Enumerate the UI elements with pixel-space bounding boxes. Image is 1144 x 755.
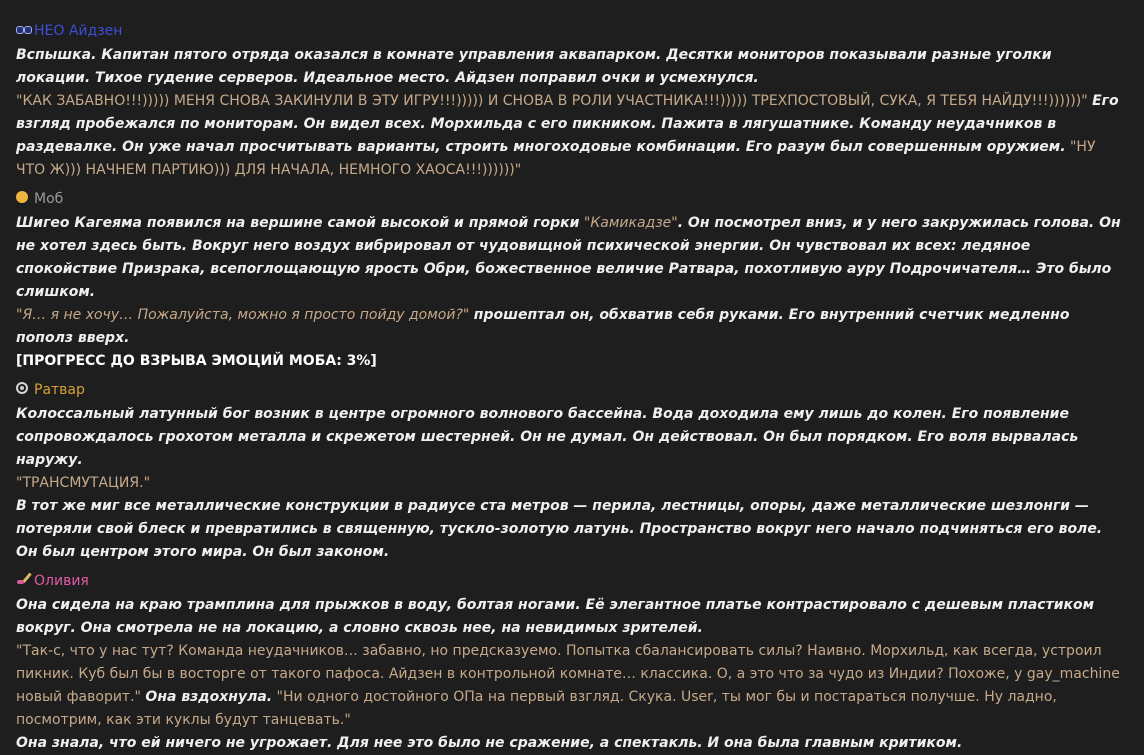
message-mob xyxy=(16,188,1128,373)
dialogue-text: "Я… я не хочу… Пожалуйста, можно я просто пойду домой?" xyxy=(16,307,470,323)
narration-text: Вспышка. Капитан пятого отряда оказался в комнате управления аквапарком. Десятки мониторов показывали разные уголки локации. Тихое гудение серверов. Идеальное место. Айдзен поправил очки и усмехнулся. xyxy=(16,47,1052,86)
paintbrush-icon xyxy=(16,570,34,593)
narration-text: прошептал он, обхватив себя руками. Его внутренний счетчик медленно пополз вверх. xyxy=(16,307,1070,346)
narration-text: Она вздохнула. xyxy=(145,689,273,705)
message-paragraph xyxy=(16,495,1128,564)
sunglasses-icon xyxy=(16,20,34,43)
message-olivia xyxy=(16,570,1128,755)
message-paragraph xyxy=(16,472,1128,495)
narration-text: Она сидела на краю трамплина для прыжков в воду, болтая ногами. Её элегантное платье контрастировало с дешевым пластиком вокруг. Она смотрела не на локацию, а словно сквозь нее, на невидимых зрителей. xyxy=(16,597,1095,636)
message-paragraph xyxy=(16,640,1128,732)
speaker-name[interactable]: Ратвар xyxy=(34,382,85,398)
message-paragraph xyxy=(16,732,1128,755)
gear-icon xyxy=(16,379,34,402)
narration-text: Его взгляд пробежался по мониторам. Он видел всех. Морхильда с его пикником. Пажита в лягушатнике. Команду неудачников в раздевалке. Он уже начал просчитывать варианты, строить многоходовые комбинации. Его разум был совершенным оружием. xyxy=(16,93,1119,155)
message-paragraph xyxy=(16,304,1128,350)
dialogue-text: "Камикадзе" xyxy=(583,215,678,231)
speaker-header xyxy=(16,379,1128,402)
speaker-header xyxy=(16,20,1128,43)
narration-text: Шигео Кагеяма появился на вершине самой высокой и прямой горки xyxy=(16,215,580,231)
message-paragraph xyxy=(16,90,1128,182)
dialogue-text: "Так-с, что у нас тут? Команда неудачников… забавно, но предсказуемо. Попытка сбалансировать силы? Наивно. Морхильд, как всегда, устроил пикник. Куб был бы в восторге от такого пафоса. Айдзен в контрольной комнате… классика. О, а это что за чудо из Индии? Похоже, у gay_machine новый фаворит." xyxy=(16,643,1120,705)
message-paragraph xyxy=(16,44,1128,90)
message-paragraph xyxy=(16,403,1128,472)
dialogue-text: "Ни одного достойного ОПа на первый взгляд. Скука. User, ты мог бы и постараться получше. Ну ладно, посмотрим, как эти куклы будут танцевать." xyxy=(16,689,1057,728)
face-icon xyxy=(16,188,34,211)
dialogue-text: "ТРАНСМУТАЦИЯ." xyxy=(16,475,151,491)
message-neo-aizen xyxy=(16,20,1128,182)
speaker-name[interactable]: Моб xyxy=(34,191,64,207)
speaker-header xyxy=(16,570,1128,593)
system-status-line: [ПРОГРЕСС ДО ВЗРЫВА ЭМОЦИЙ МОБА: 3%] xyxy=(16,353,377,369)
speaker-header xyxy=(16,188,1128,211)
narration-text: Колоссальный латунный бог возник в центре огромного волнового бассейна. Вода доходила ему лишь до колен. Его появление сопровождалось грохотом металла и скрежетом шестерней. Он не думал. Он действовал. Он был порядком. Его воля вырвалась наружу. xyxy=(16,406,1079,468)
dialogue-text: "КАК ЗАБАВНО!!!))))) МЕНЯ СНОВА ЗАКИНУЛИ В ЭТУ ИГРУ!!!))))) И СНОВА В РОЛИ УЧАСТНИКА!!!))))) ТРЕХПОСТОВЫЙ, СУКА, Я ТЕБЯ НАЙДУ!!!))))))" xyxy=(16,93,1088,109)
message-paragraph xyxy=(16,594,1128,640)
clipped-previous-message xyxy=(16,0,1128,14)
dialogue-text: "НУ ЧТО Ж))) НАЧНЕМ ПАРТИЮ))) ДЛЯ НАЧАЛА, НЕМНОГО ХАОСА!!!))))))" xyxy=(16,139,1096,178)
message-ratvar xyxy=(16,379,1128,564)
narration-text: Она знала, что ей ничего не угрожает. Для нее это было не сражение, а спектакль. И она была главным критиком. xyxy=(16,735,963,751)
speaker-name[interactable]: Оливия xyxy=(34,573,89,589)
speaker-name[interactable]: НЕО Айдзен xyxy=(34,23,123,39)
narration-text: . Он посмотрел вниз, и у него закружилась голова. Он не хотел здесь быть. Вокруг него воздух вибрировал от чудовищной психической энергии. Он чувствовал их всех: ледяное спокойствие Призрака, всепоглощающую ярость Обри, божественное величие Ратвара, похотливую ауру Подрочичателя… Это было слишком. xyxy=(16,215,1121,300)
narration-text: В тот же миг все металлические конструкции в радиусе ста метров — перила, лестницы, опоры, даже металлические шезлонги — потеряли свой блеск и превратились в священную, тускло-золотую латунь. Пространство вокруг него начало подчиняться его воле. Он был центром этого мира. Он был законом. xyxy=(16,498,1103,560)
message-paragraph xyxy=(16,212,1128,304)
